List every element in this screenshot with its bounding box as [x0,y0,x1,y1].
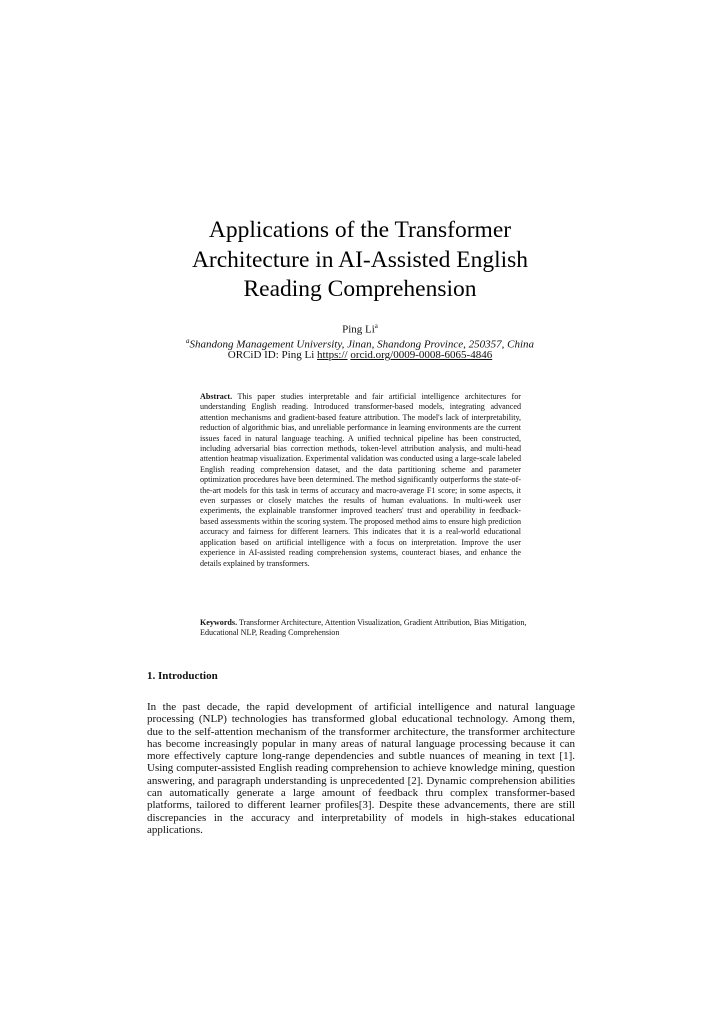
abstract-block [200,392,521,569]
author-superscript: a [374,322,378,330]
section-heading-introduction: 1. Introduction [147,670,218,682]
affiliation-superscript: a [185,337,190,345]
orcid-link-path[interactable]: orcid.org/0009-0008-6065-4846 [350,349,493,361]
abstract-label: Abstract. [200,392,233,401]
introduction-paragraph: In the past decade, the rapid development of artificial intelligence and natural language processing (NLP) technologies has transformed global educational technology. Among them, due to the self-attention mechanism of the transformer architecture, the transformer architecture has become increasingly popular in many areas of natural language processing because it can more effectively capture long-range dependencies and subtle nuances of meaning in text [1]. Using computer-assisted English reading comprehension to achieve knowledge mining, question answering, and paragraph understanding is unprecedented [2]. Dynamic comprehension abilities can automatically generate a large amount of feedback thru complex transformer-based platforms, tailored to different learner profiles[3]. Despite these advancements, there are still discrepancies in the accuracy and interpretability of models in high-stakes educational applications. [147,701,575,836]
title-line-2: Architecture in AI-Assisted English [191,246,529,273]
keywords-text: Transformer Architecture, Attention Visualization, Gradient Attribution, Bias Mitigation, Educational NLP, Reading Comprehension [200,618,527,638]
abstract-text: This paper studies interpretable and fair artificial intelligence architectures for understanding English reading. Introduced transformer-based models, integrating advanced attention mechanisms and gradient-based feature attribution. The model's lack of interpretability, reduction of algorithmic bias, and unreliable performance in learning environments are the current issues faced in natural language teaching. A unified technical pipeline has been constructed, including adversarial bias correction methods, token-level attribution analysis, and multi-head attention heatmap visualization. Experimental validation was conducted using a large-scale labeled English reading comprehension dataset, and the data partitioning scheme and parameter optimization procedures have been determined. The method significantly outperforms the state-of-the-art models for this task in terms of accuracy and macro-average F1 score; in some aspects, it even surpasses or closely matches the results of human evaluations. In multi-week user experiments, the explainable transformer improved teachers' trust and operability in feedback-based assessments within the scoring system. The proposed method aims to ensure high prediction accuracy and fairness for different learners. This indicates that it is a real-world educational application based on artificial intelligence with a focus on interpretation. Improve the user experience in AI-assisted reading comprehension systems, counteract biases, and enhance the details explained by transformers. [200,392,521,568]
orcid-link-scheme[interactable]: https:// [317,349,348,361]
orcid-label: ORCiD ID: Ping Li [227,349,318,361]
paper-title [140,216,580,305]
title-line-3: Reading Comprehension [243,276,477,302]
title-line-1: Applications of the Transformer [208,217,512,243]
orcid-line [0,349,720,362]
affiliation-text: Shandong Management University, Jinan, Shandong Province, 250357, China [189,338,535,351]
keywords-block [200,618,530,639]
author-name: Ping Li [342,323,375,336]
keywords-label: Keywords. [200,618,238,627]
